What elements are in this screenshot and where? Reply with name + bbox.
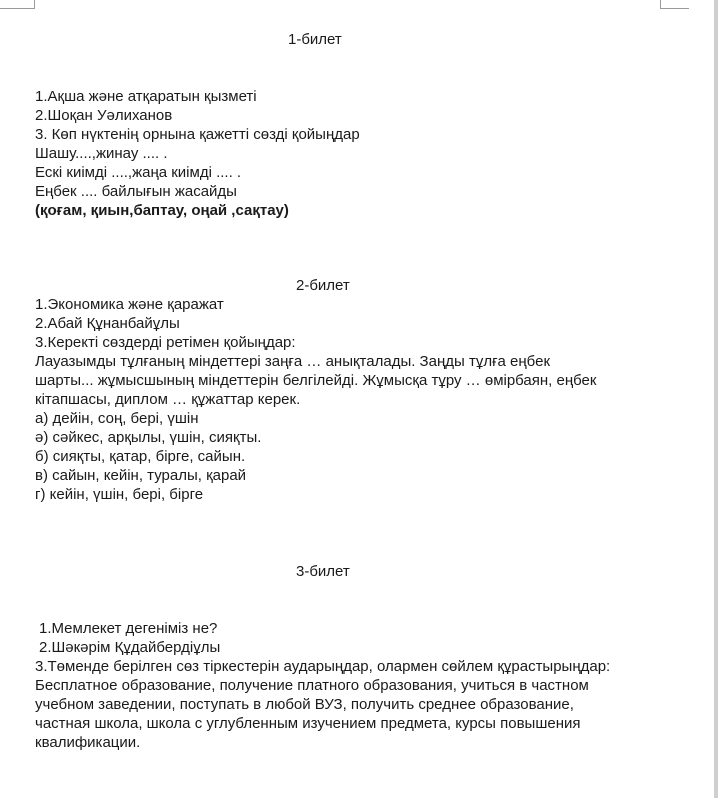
page-edge bbox=[714, 0, 718, 798]
ticket-2-option-v: в) сайын, кейін, туралы, қарай bbox=[35, 467, 247, 484]
ticket-2-option-b: б) сияқты, қатар, бірге, сайын. bbox=[35, 448, 246, 465]
ticket-2-title: 2-билет bbox=[296, 277, 350, 294]
ticket-3-title: 3-билет bbox=[296, 563, 350, 580]
ticket-1-question-2: 2.Шоқан Уәлиханов bbox=[35, 107, 173, 124]
ticket-3-phrases-line-3: частная школа, школа с углубленным изучением предмета, курсы повышения bbox=[35, 715, 581, 732]
ticket-1-sentence-1: Шашу....,жинау .... . bbox=[35, 145, 168, 162]
page-corner-mark-left bbox=[0, 0, 35, 9]
ticket-2-body bbox=[35, 295, 675, 504]
ticket-1-title: 1-билет bbox=[288, 31, 342, 48]
ticket-1-question-3: 3. Көп нүктенің орнына қажетті сөзді қойыңдар bbox=[35, 126, 360, 143]
ticket-2-option-a: а) дейін, соң, бері, үшін bbox=[35, 410, 199, 427]
ticket-1-word-options: (қоғам, қиын,баптау, оңай ,сақтау) bbox=[35, 202, 289, 219]
ticket-3-body bbox=[35, 619, 675, 752]
ticket-1-sentence-3: Еңбек .... байлығын жасайды bbox=[35, 183, 237, 200]
page-corner-mark-right bbox=[660, 0, 689, 9]
ticket-2-option-g: г) кейін, үшін, бері, бірге bbox=[35, 486, 204, 503]
ticket-1-sentence-2: Ескі киімді ....,жаңа киімді .... . bbox=[35, 164, 242, 181]
ticket-2-paragraph-line-2: шарты... жұмысшының міндеттерін белгілейді. Жұмысқа тұру … өмірбаян, еңбек bbox=[35, 372, 597, 389]
ticket-3-question-1: 1.Мемлекет дегеніміз не? bbox=[39, 620, 218, 637]
ticket-3-question-2: 2.Шәкәрім Құдайбердіұлы bbox=[39, 639, 221, 656]
ticket-3-question-3: 3.Төменде берілген сөз тіркестерін аударыңдар, олармен сөйлем құрастырыңдар: bbox=[35, 658, 611, 675]
ticket-3-phrases-line-2: учебном заведении, поступать в любой ВУЗ, получить среднее образование, bbox=[35, 696, 574, 713]
ticket-2-option-ae: ә) сәйкес, арқылы, үшін, сияқты. bbox=[35, 429, 262, 446]
ticket-1-body bbox=[35, 87, 675, 220]
ticket-2-paragraph-line-3: кітапшасы, диплом … құжаттар керек. bbox=[35, 391, 301, 408]
ticket-2-question-1: 1.Экономика және қаражат bbox=[35, 296, 224, 313]
ticket-3-phrases-line-4: квалификации. bbox=[35, 734, 141, 751]
ticket-1-question-1: 1.Ақша және атқаратын қызметі bbox=[35, 88, 257, 105]
ticket-2-question-3: 3.Керекті сөздерді ретімен қойыңдар: bbox=[35, 334, 296, 351]
ticket-2-paragraph-line-1: Лауазымды тұлғаның міндеттері заңға … анықталады. Заңды тұлға еңбек bbox=[35, 353, 551, 370]
ticket-2-question-2: 2.Абай Құнанбайұлы bbox=[35, 315, 180, 332]
ticket-3-phrases-line-1: Бесплатное образование, получение платного образования, учиться в частном bbox=[35, 677, 589, 694]
